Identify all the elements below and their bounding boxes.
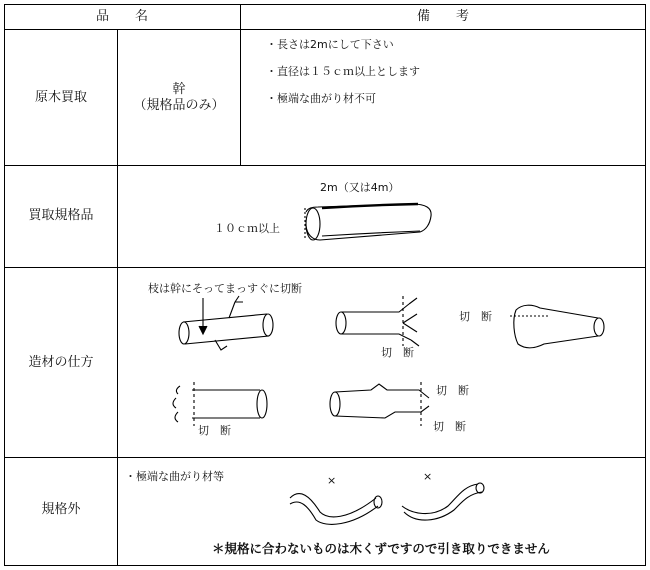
knot-cut-illustration [325, 378, 445, 428]
warning-text: ＊規格に合わないものは木くずですので引き取りできません [212, 541, 550, 556]
length-label: 2m（又は4m） [320, 181, 400, 194]
item-standard-only: （規格品のみ） [133, 98, 225, 113]
table-border-top [4, 4, 646, 5]
cut-label-knot: 切 断 [436, 384, 469, 397]
standard-log-illustration [300, 196, 440, 248]
flared-base-cut-illustration [510, 300, 610, 352]
cut-label-knot-bottom: 切 断 [433, 420, 466, 433]
row-divider [4, 29, 646, 30]
curved-log-illustration [286, 488, 386, 528]
column-divider [240, 4, 241, 30]
reject-mark: × [327, 474, 337, 487]
reject-mark: × [423, 470, 433, 483]
note-curved: ・極端な曲がり材等 [125, 470, 224, 483]
root-cut-illustration [170, 376, 270, 430]
row-divider [4, 165, 646, 166]
branch-cut-illustration [175, 294, 275, 360]
column-divider [117, 29, 118, 566]
note-diameter: ・直径は１５ｃｍ以上とします [266, 65, 420, 78]
cut-label-flared: 切 断 [459, 310, 492, 323]
header-name: 品 名 [95, 9, 149, 24]
item-trunk: 幹 [172, 82, 186, 97]
curved-log-illustration [398, 478, 488, 524]
cut-label-fork: 切 断 [381, 346, 414, 359]
cut-label-root: 切 断 [198, 424, 231, 437]
row-divider [4, 457, 646, 458]
diameter-label: １０ｃｍ以上 [214, 222, 280, 235]
row-label-process: 造材の仕方 [28, 355, 94, 370]
row-divider [4, 267, 646, 268]
header-remarks: 備 考 [416, 9, 470, 24]
note-length: ・長さは2mにして下さい [266, 38, 394, 51]
column-divider [240, 29, 241, 166]
row-label-outside: 規格外 [41, 502, 81, 517]
row-label-standard: 買取規格品 [28, 208, 94, 223]
branch-note: 枝は幹にそってまっすぐに切断 [148, 282, 302, 295]
table-border-left [4, 4, 5, 566]
fork-cut-illustration [333, 296, 433, 346]
note-curvature: ・極端な曲がり材不可 [266, 92, 376, 105]
table-border-bottom [4, 565, 646, 566]
row-label-raw-wood: 原木買取 [34, 90, 88, 105]
table-border-right [645, 4, 646, 566]
